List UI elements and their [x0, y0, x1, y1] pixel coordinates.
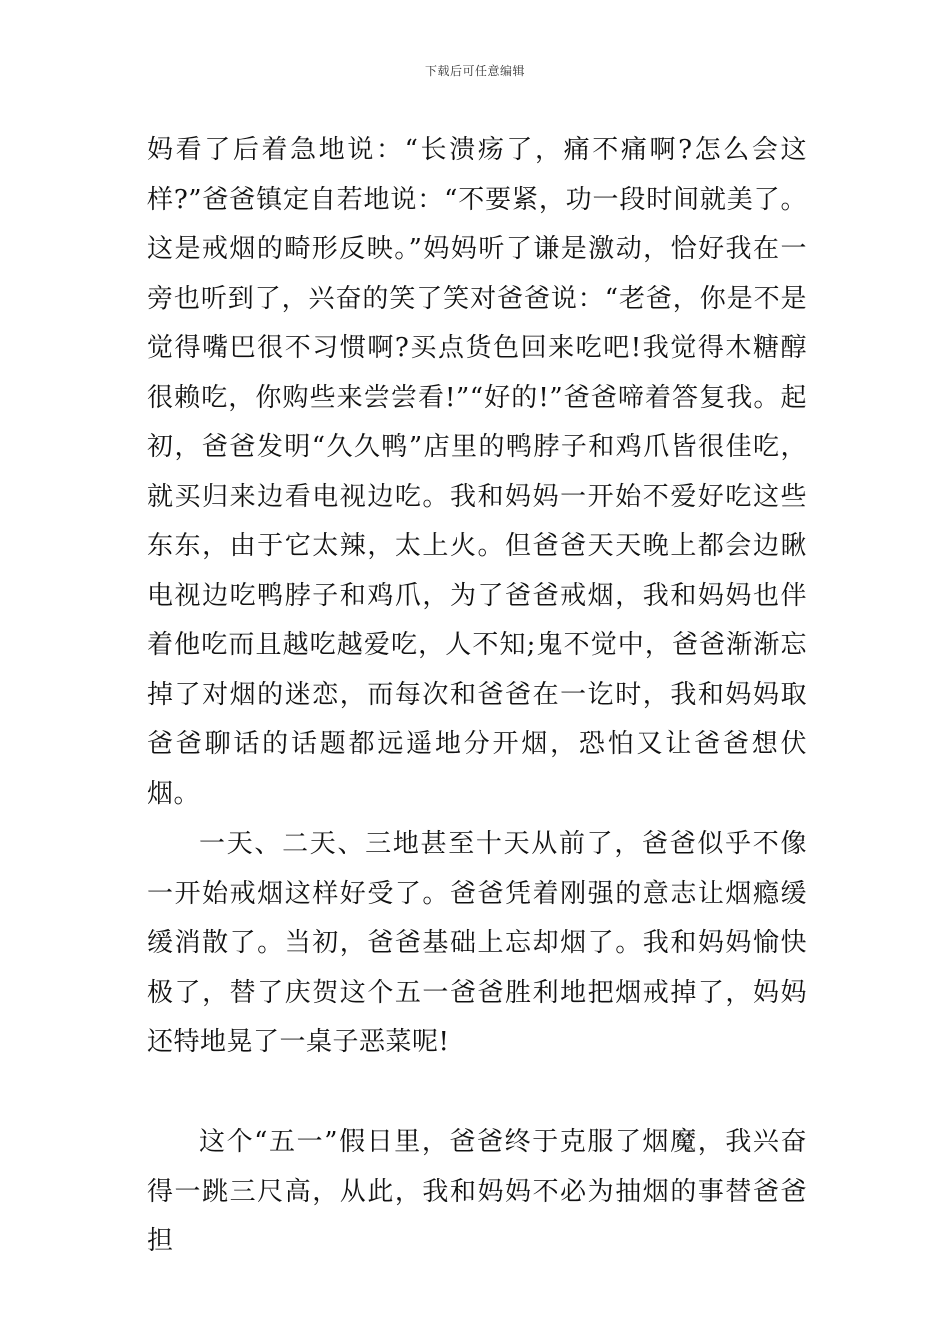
paragraph-2: 一天、二天、三地甚至十天从前了，爸爸似乎不像一开始戒烟这样好受了。爸爸凭着刚强的意志让烟瘾缓缓消散了。当初，爸爸基础上忘却烟了。我和妈妈愉快极了，替了庆贺这个五一爸爸胜利地把烟戒掉了，妈妈还特地晃了一桌子恶菜呢! — [147, 829, 807, 1057]
paragraph-1: 妈看了后着急地说：“长溃疡了，痛不痛啊?怎么会这样?”爸爸镇定自若地说：“不要紧，功一段时间就美了。这是戒烟的畸形反映。”妈妈听了谦是激动，恰好我在一旁也听到了，兴奋的笑了笑对爸爸说：“老爸，你是不是觉得嘴巴很不习惯啊?买点货色回来吃吧!我觉得木糖醇很赖吃，你购些来尝尝看!”“好的!”爸爸啼着答复我。起初，爸爸发明“久久鸭”店里的鸭脖子和鸡爪皆很佳吃，就买归来边看电视边吃。我和妈妈一开始不爱好吃这些东东，由于它太辣，太上火。但爸爸天天晚上都会边瞅电视边吃鸭脖子和鸡爪，为了爸爸戒烟，我和妈妈也伴着他吃而且越吃越爱吃，人不知;鬼不觉中，爸爸渐渐忘掉了对烟的迷恋，而每次和爸爸在一讫时，我和妈妈取爸爸聊话的话题都远遥地分开烟，恐怕又让爸爸想伏烟。 — [147, 135, 807, 809]
page-header: 下载后可任意编辑 — [424, 64, 525, 78]
paragraph-3: 这个“五一”假日里，爸爸终于克服了烟魔，我兴奋得一跳三尺高，从此，我和妈妈不必为抽烟的事替爸爸担 — [147, 1127, 807, 1256]
